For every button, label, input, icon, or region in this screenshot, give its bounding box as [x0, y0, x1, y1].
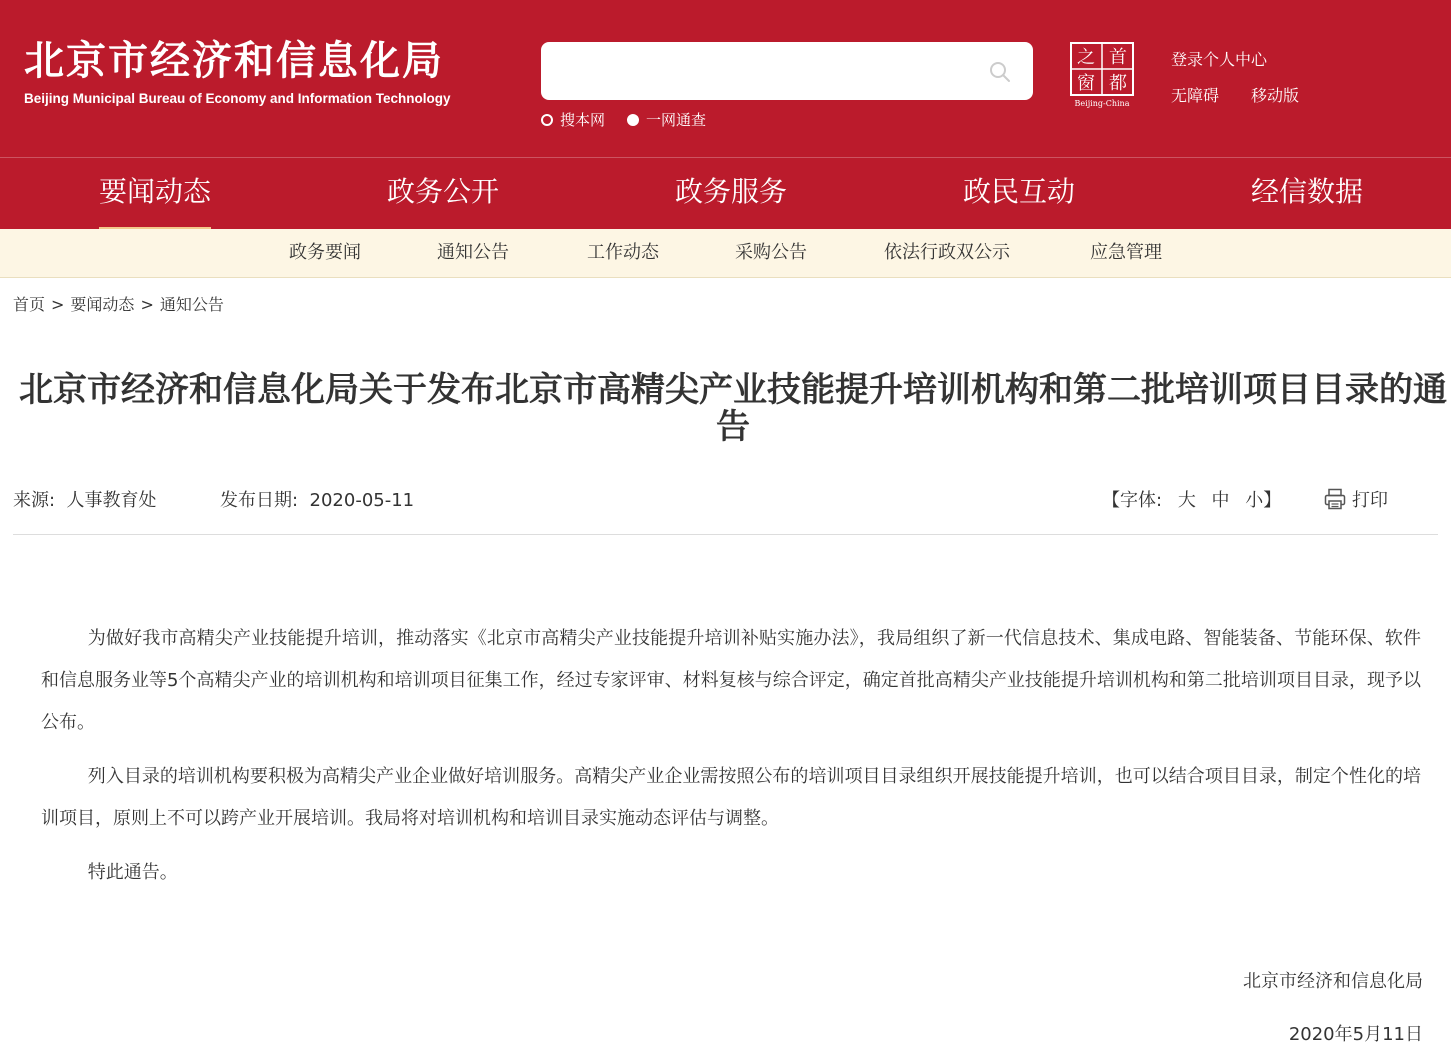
nav-item-services[interactable]: 政务服务 [675, 175, 788, 208]
radio-checked-icon[interactable] [627, 114, 639, 126]
logo-caption: Beijing-China [1074, 99, 1130, 108]
signature-date: 2020年5月11日 [1288, 1024, 1423, 1045]
article-body [41, 618, 1421, 906]
search-input[interactable] [557, 42, 977, 100]
logo-char-3: 窗 [1077, 73, 1095, 94]
font-size-large[interactable]: 大 [1177, 490, 1196, 511]
sub-nav-item-emergency[interactable]: 应急管理 [1090, 242, 1162, 263]
font-size-medium[interactable]: 中 [1211, 490, 1230, 511]
logo-char-1: 之 [1077, 47, 1095, 68]
site-header [0, 0, 1451, 157]
article-title: 北京市经济和信息化局关于发布北京市高精尖产业技能提升培训机构和第二批培训项目目录的通告 [19, 370, 1447, 447]
search-option-site-label: 搜本网 [560, 111, 606, 129]
print-label: 打印 [1352, 490, 1388, 511]
sub-nav-item-news[interactable]: 政务要闻 [289, 242, 361, 263]
source-label: 来源: [13, 490, 56, 511]
breadcrumb-news[interactable]: 要闻动态 [70, 295, 135, 314]
signature-organization: 北京市经济和信息化局 [1243, 971, 1423, 992]
radio-unchecked-icon[interactable] [541, 114, 553, 126]
nav-item-interaction[interactable]: 政民互动 [963, 175, 1076, 208]
nav-item-data[interactable]: 经信数据 [1251, 175, 1364, 208]
site-logo-english[interactable]: Beijing Municipal Bureau of Economy and Information Technology [24, 91, 451, 106]
article-source [13, 488, 157, 514]
capital-window-logo[interactable] [1070, 42, 1134, 108]
main-nav [0, 157, 1451, 229]
mobile-version-link[interactable]: 移动版 [1251, 86, 1300, 105]
breadcrumb-separator: > [140, 295, 154, 314]
printer-icon [1323, 487, 1347, 511]
search-icon[interactable] [988, 60, 1012, 84]
date-label: 发布日期: [220, 490, 299, 511]
font-size-small[interactable]: 小】 [1245, 490, 1282, 511]
sub-nav [0, 229, 1451, 278]
search-box [541, 42, 1033, 100]
meta-divider [13, 534, 1438, 535]
site-logo-chinese[interactable]: 北京市经济和信息化局 [24, 38, 444, 84]
source-value: 人事教育处 [66, 490, 157, 511]
breadcrumb-separator: > [51, 295, 65, 314]
sub-nav-item-work-updates[interactable]: 工作动态 [587, 242, 659, 263]
article-date [220, 488, 414, 514]
search-option-all[interactable] [627, 110, 706, 130]
breadcrumb-home[interactable]: 首页 [13, 295, 46, 314]
article-paragraph: 特此通告。 [87, 862, 178, 883]
sub-nav-item-administrative[interactable]: 依法行政双公示 [884, 242, 1010, 263]
nav-item-news[interactable]: 要闻动态 [99, 158, 211, 230]
article-paragraph: 为做好我市高精尖产业技能提升培训，推动落实《北京市高精尖产业技能提升培训补贴实施办法》，我局组织了新一代信息技术、集成电路、智能装备、节能环保、软件和信息服务业等5个高精尖产业的培训机构和培训项目征集工作，经过专家评审、材料复核与综合评定，确定首批高精尖产业技能提升培训机构和第二批培训项目目录，现予以公布。 [41, 628, 1421, 733]
date-value: 2020-05-11 [309, 490, 415, 511]
breadcrumb [13, 294, 224, 316]
font-size-label: 【字体: [1102, 490, 1163, 511]
search-option-all-label: 一网通查 [646, 111, 707, 129]
nav-item-government-affairs[interactable]: 政务公开 [387, 175, 500, 208]
search-option-site[interactable] [541, 110, 605, 130]
logo-char-2: 首 [1109, 47, 1127, 68]
article-paragraph: 列入目录的培训机构要积极为高精尖产业企业做好培训服务。高精尖产业企业需按照公布的培训项目目录组织开展技能提升培训，也可以结合项目目录，制定个性化的培训项目，原则上不可以跨产业开展培训。我局将对培训机构和培训目录实施动态评估与调整。 [41, 766, 1421, 829]
font-size-control [1102, 488, 1281, 514]
logo-char-4: 都 [1109, 73, 1127, 94]
sub-nav-item-procurement[interactable]: 采购公告 [735, 242, 807, 263]
breadcrumb-notices[interactable]: 通知公告 [159, 295, 224, 314]
login-link[interactable]: 登录个人中心 [1171, 50, 1268, 69]
print-button[interactable] [1323, 487, 1388, 514]
accessibility-link[interactable]: 无障碍 [1171, 86, 1220, 105]
sub-nav-item-notices[interactable]: 通知公告 [437, 242, 509, 263]
